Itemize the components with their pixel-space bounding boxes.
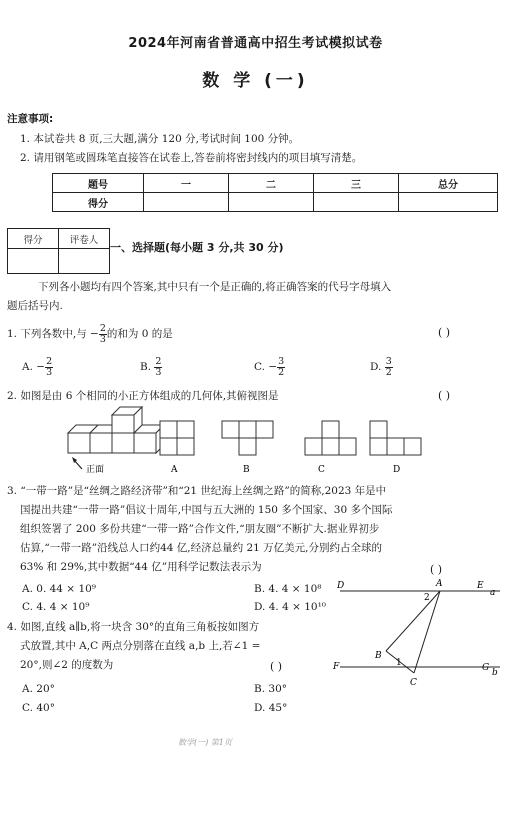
section-heading: 一、选择题(每小题 3 分,共 30 分) [110,241,284,254]
notice-heading: 注意事项: [7,113,54,125]
score-cell: 一 [144,174,229,193]
q1-option-b[interactable]: B. $\frac{2}{3}$ [140,355,162,378]
q3-option-d[interactable]: D. 4. 4 × 10¹⁰ [254,601,327,613]
grader-score-field[interactable] [8,249,59,274]
fraction: $\frac{3}{2}$ [385,355,392,378]
grader-name-label: 评卷人 [59,229,110,249]
grader-score-label: 得分 [8,229,59,249]
q3-line-3: 组织签署了 200 多份共建“一带一路”合作文件,“朋友圈”不断扩大.据业界初步 [20,523,380,535]
label-b-point: B [375,651,382,661]
option-label: C [318,465,325,475]
exam-title: 2024年河南省普通高中招生考试模拟试卷 [128,36,383,51]
grader-box [7,228,110,274]
q1-option-d[interactable]: D. $\frac{3}{2}$ [370,355,392,378]
angle-2-label: 2 [424,593,430,603]
triangle-side-ab [386,591,440,651]
score-cell: 三 [314,174,399,193]
score-input[interactable] [399,193,498,212]
q4-option-b[interactable]: B. 30° [254,683,288,695]
q3-line-4: 估算,“一带一路”沿线总人口约44 亿,经济总量约 21 万亿美元,分别约占全球的 [20,542,382,554]
score-table [52,173,498,212]
q2-option-d-figure[interactable] [370,421,421,475]
q4-option-d[interactable]: D. 45° [254,702,288,714]
front-label: 正面 [86,465,105,475]
q4-option-c[interactable]: C. 40° [22,702,55,714]
label-d: D [337,581,345,591]
answer-paren[interactable]: ( ) [438,326,451,339]
score-cell: 总分 [399,174,498,193]
notice-item-1: 1. 本试卷共 8 页,三大题,满分 120 分,考试时间 100 分钟。 [20,133,300,145]
score-input[interactable] [229,193,314,212]
section-intro-cont: 题后括号内. [7,300,63,312]
score-cell: 二 [229,174,314,193]
option-label: D [393,465,401,475]
q2-option-b-figure[interactable] [222,421,273,475]
q2-figure [60,405,500,480]
option-label: A [171,465,178,475]
label-e: E [477,581,484,591]
triangle-side-ac [414,591,440,673]
q2-stem: 2. 如图是由 6 个相同的小正方体组成的几何体,其俯视图是 [7,390,279,402]
q2-option-a-figure[interactable] [160,421,194,475]
score-input[interactable] [314,193,399,212]
q4-figure [330,575,505,690]
label-a-point: A [436,579,443,589]
fraction: $\frac{2}{3}$ [46,355,53,378]
section-intro: 下列各小题均有四个答案,其中只有一个是正确的,将正确答案的代号字母填入 [38,281,392,293]
answer-paren[interactable]: ( ) [270,660,283,673]
fraction: $\frac{3}{2}$ [278,355,285,378]
q3-line-2: 国提出共建“一带一路”倡议十周年,中国与五大洲的 150 多个国家、30 多个国际 [20,504,393,516]
cube-solid-figure [68,407,164,475]
grader-name-field[interactable] [59,249,110,274]
q4-line-3: 20°,则∠2 的度数为 [20,659,114,671]
answer-paren[interactable]: ( ) [438,389,451,402]
label-c-point: C [410,678,417,688]
exam-subject: 数 学 (一) [202,71,309,91]
q3-option-c[interactable]: C. 4. 4 × 10⁹ [22,601,90,613]
q1-stem: 1. 下列各数中,与 − $\frac{2}{3}$ 的和为 0 的是 [7,322,173,345]
score-cell: 得分 [53,193,144,212]
score-cell: 题号 [53,174,144,193]
q1-option-a[interactable]: A. − $\frac{2}{3}$ [22,355,53,378]
label-line-a: a [490,588,496,598]
label-line-b: b [492,668,498,678]
score-input[interactable] [144,193,229,212]
option-label: B [243,465,250,475]
q3-option-a[interactable]: A. 0. 44 × 10⁹ [22,583,97,595]
q3-line-5: 63% 和 29%,其中数据“44 亿”用科学记数法表示为 [20,561,262,573]
label-g: G [482,663,490,673]
score-table-score-row [53,193,498,212]
notice-item-2: 2. 请用钢笔或圆珠笔直接答在试卷上,答卷前将密封线内的项目填写清楚。 [20,152,363,164]
label-f: F [333,662,340,672]
q4-line-1: 4. 如图,直线 a∥b,将一块含 30°的直角三角板按如图方 [7,621,260,633]
page-footer: 数学(一) 第1页 [178,738,232,747]
answer-paren[interactable]: ( ) [430,563,443,576]
fraction: $\frac{2}{3}$ [155,355,162,378]
score-table-header-row [53,174,498,193]
fraction: $\frac{2}{3}$ [99,322,106,345]
q3-option-b[interactable]: B. 4. 4 × 10⁸ [254,583,322,595]
q1-option-c[interactable]: C. − $\frac{3}{2}$ [254,355,285,378]
q4-option-a[interactable]: A. 20° [22,683,55,695]
q4-line-2: 式放置,其中 A,C 两点分别落在直线 a,b 上,若∠1 = [20,640,261,652]
q2-option-c-figure[interactable] [305,421,356,475]
angle-1-label: 1 [396,658,402,668]
q3-line-1: 3. “一带一路”是“丝绸之路经济带”和“21 世纪海上丝绸之路”的简称,2023 年是中 [7,485,387,497]
